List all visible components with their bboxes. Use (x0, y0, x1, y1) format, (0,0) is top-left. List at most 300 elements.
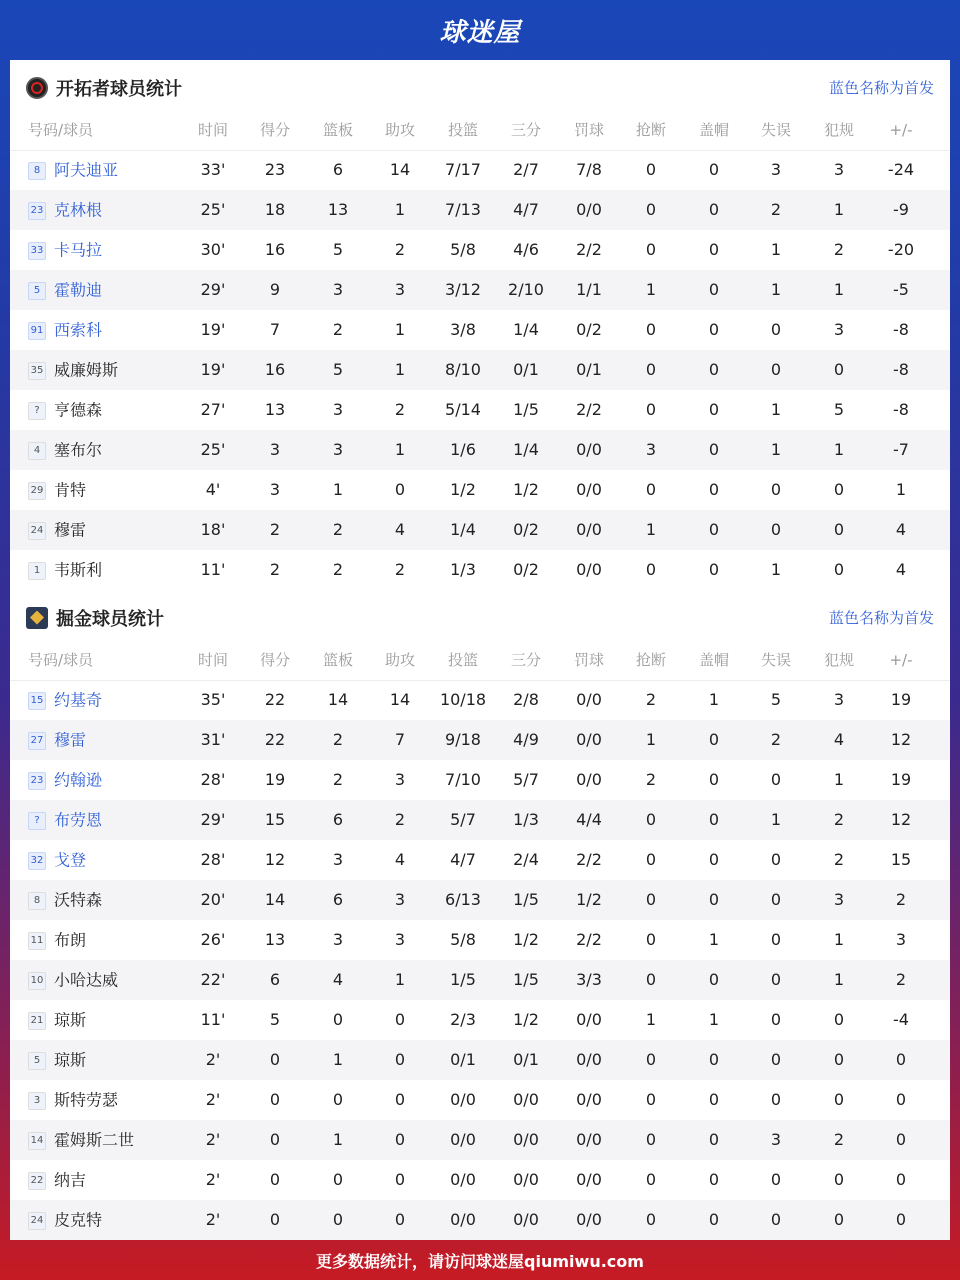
team-section-title: 开拓者球员统计 (56, 78, 182, 100)
player-row[interactable] (10, 1000, 950, 1040)
stat-steals: 0 (645, 890, 657, 909)
stat-three-pt: 1/5 (513, 400, 539, 419)
jersey-number-badge: 4 (28, 442, 46, 460)
player-row[interactable] (10, 190, 950, 230)
stat-ft: 0/0 (576, 480, 602, 499)
player-row[interactable] (10, 840, 950, 880)
jersey-number-badge: 24 (28, 1212, 46, 1230)
player-row[interactable] (10, 920, 950, 960)
stat-fg: 1/2 (450, 480, 476, 499)
starter-legend-note: 蓝色名称为首发 (828, 79, 934, 97)
jersey-number-badge: 5 (28, 282, 46, 300)
stat-fg: 0/0 (450, 1170, 476, 1189)
stat-plus-minus: -8 (893, 360, 909, 379)
stat-turnovers: 1 (770, 560, 782, 579)
stat-rebounds: 13 (327, 200, 349, 219)
stat-points: 22 (264, 730, 286, 749)
column-header[interactable]: 时间 (197, 651, 228, 669)
stat-ft: 0/0 (576, 1170, 602, 1189)
player-row[interactable] (10, 270, 950, 310)
column-header[interactable]: 罚球 (573, 121, 604, 139)
stat-assists: 1 (394, 320, 406, 339)
player-cell[interactable] (28, 880, 198, 920)
column-header[interactable]: 犯规 (823, 121, 854, 139)
player-cell[interactable] (28, 510, 198, 550)
stat-fg: 2/3 (450, 1010, 476, 1029)
player-name-link[interactable]: 约翰逊 (54, 770, 103, 790)
stat-assists: 0 (394, 1170, 406, 1189)
player-name-link[interactable]: 穆雷 (54, 520, 87, 540)
stat-assists: 0 (394, 1010, 406, 1029)
stat-turnovers: 0 (770, 320, 782, 339)
stat-turnovers: 0 (770, 770, 782, 789)
stat-points: 0 (269, 1170, 281, 1189)
stat-time: 20' (200, 890, 226, 909)
stat-rebounds: 6 (332, 890, 344, 909)
stat-time: 31' (200, 730, 226, 749)
column-header[interactable]: 投篮 (447, 121, 478, 139)
table-header-row (10, 640, 950, 681)
stat-ft: 0/2 (576, 320, 602, 339)
player-row[interactable] (10, 680, 950, 720)
stat-time: 11' (200, 1010, 226, 1029)
column-header[interactable]: 得分 (259, 651, 290, 669)
jersey-number-badge: 33 (28, 242, 46, 260)
stat-plus-minus: 0 (895, 1090, 907, 1109)
stat-assists: 4 (394, 850, 406, 869)
stat-steals: 0 (645, 320, 657, 339)
stat-ft: 2/2 (576, 850, 602, 869)
stat-three-pt: 1/4 (513, 320, 539, 339)
stat-blocks: 0 (708, 280, 720, 299)
stat-time: 27' (200, 400, 226, 419)
stat-time: 4' (205, 480, 221, 499)
stat-fouls: 2 (833, 1130, 845, 1149)
stat-ft: 2/2 (576, 400, 602, 419)
stat-three-pt: 0/0 (513, 1170, 539, 1189)
stat-steals: 3 (645, 440, 657, 459)
stat-fg: 1/5 (450, 970, 476, 989)
jersey-number-badge: 11 (28, 932, 46, 950)
stat-points: 16 (264, 360, 286, 379)
stat-ft: 2/2 (576, 240, 602, 259)
player-name-link[interactable]: 卡马拉 (54, 240, 103, 260)
stat-steals: 0 (645, 930, 657, 949)
player-cell[interactable] (28, 1160, 198, 1200)
stat-plus-minus: -20 (887, 240, 915, 259)
player-cell[interactable] (28, 1000, 198, 1040)
column-header[interactable]: 助攻 (384, 121, 415, 139)
footer-banner[interactable]: 更多数据统计，请访问球迷屋qiumiwu.com (316, 1251, 644, 1271)
player-row[interactable] (10, 1200, 950, 1240)
player-cell[interactable] (28, 390, 198, 430)
column-header[interactable]: 抢断 (635, 121, 666, 139)
stat-blocks: 0 (708, 360, 720, 379)
stat-fouls: 4 (833, 730, 845, 749)
stat-fg: 0/1 (450, 1050, 476, 1069)
column-header[interactable]: 助攻 (384, 651, 415, 669)
stat-rebounds: 2 (332, 320, 344, 339)
stat-steals: 2 (645, 770, 657, 789)
player-cell[interactable] (28, 920, 198, 960)
stat-assists: 4 (394, 520, 406, 539)
column-header[interactable]: 号码/球员 (28, 121, 94, 139)
stat-steals: 0 (645, 810, 657, 829)
player-name-link[interactable]: 威廉姆斯 (54, 360, 119, 380)
stat-blocks: 0 (708, 770, 720, 789)
player-cell[interactable] (28, 720, 198, 760)
stat-ft: 7/8 (576, 160, 602, 179)
stat-fg: 7/13 (445, 200, 481, 219)
stat-fouls: 0 (833, 1210, 845, 1229)
player-name-link[interactable]: 约基奇 (54, 690, 103, 710)
stat-steals: 1 (645, 280, 657, 299)
stat-rebounds: 5 (332, 360, 344, 379)
column-header[interactable]: 时间 (197, 121, 228, 139)
stat-rebounds: 14 (327, 690, 349, 709)
stat-rebounds: 1 (332, 480, 344, 499)
stat-points: 16 (264, 240, 286, 259)
stat-fouls: 0 (833, 1050, 845, 1069)
stat-rebounds: 5 (332, 240, 344, 259)
player-cell[interactable] (28, 1080, 198, 1120)
stat-points: 12 (264, 850, 286, 869)
stat-assists: 3 (394, 770, 406, 789)
stat-turnovers: 0 (770, 1170, 782, 1189)
column-header[interactable]: 号码/球员 (28, 651, 94, 669)
player-row[interactable] (10, 760, 950, 800)
stat-points: 2 (269, 560, 281, 579)
player-name-link[interactable]: 阿夫迪亚 (54, 160, 119, 180)
player-name-link[interactable]: 布劳恩 (54, 810, 103, 830)
stat-plus-minus: 0 (895, 1050, 907, 1069)
stat-fg: 6/13 (445, 890, 481, 909)
player-name-link[interactable]: 霍勒迪 (54, 280, 103, 300)
stat-rebounds: 6 (332, 810, 344, 829)
jersey-number-badge: 23 (28, 202, 46, 220)
column-header[interactable]: 篮板 (322, 121, 353, 139)
stat-plus-minus: 3 (895, 930, 907, 949)
column-header[interactable]: 失误 (760, 121, 791, 139)
jersey-number-badge: 24 (28, 522, 46, 540)
stat-points: 15 (264, 810, 286, 829)
column-header[interactable]: 三分 (510, 651, 541, 669)
player-name-link[interactable]: 霍姆斯二世 (54, 1130, 135, 1150)
column-header[interactable]: 投篮 (447, 651, 478, 669)
stat-rebounds: 1 (332, 1130, 344, 1149)
player-row[interactable] (10, 510, 950, 550)
stat-fouls: 3 (833, 690, 845, 709)
stat-rebounds: 0 (332, 1010, 344, 1029)
column-header[interactable]: 失误 (760, 651, 791, 669)
column-header[interactable]: +/- (889, 651, 913, 669)
player-name-link[interactable]: 西索科 (54, 320, 103, 340)
stat-ft: 0/0 (576, 1010, 602, 1029)
player-row[interactable] (10, 880, 950, 920)
stat-ft: 0/0 (576, 1130, 602, 1149)
jersey-number-badge: 21 (28, 1012, 46, 1030)
stat-turnovers: 0 (770, 850, 782, 869)
player-row[interactable] (10, 720, 950, 760)
player-name-link[interactable]: 韦斯利 (54, 560, 103, 580)
stat-blocks: 0 (708, 560, 720, 579)
stat-points: 18 (264, 200, 286, 219)
stat-three-pt: 0/2 (513, 560, 539, 579)
stat-ft: 3/3 (576, 970, 602, 989)
stat-blocks: 0 (708, 970, 720, 989)
jersey-number-badge: ? (28, 402, 46, 420)
column-header[interactable]: 得分 (259, 121, 290, 139)
stat-rebounds: 0 (332, 1090, 344, 1109)
team-section-title: 掘金球员统计 (56, 608, 164, 630)
stat-plus-minus: 15 (890, 850, 912, 869)
player-row[interactable] (10, 1080, 950, 1120)
stat-rebounds: 1 (332, 1050, 344, 1069)
stats-card (10, 60, 950, 1240)
stat-three-pt: 4/7 (513, 200, 539, 219)
stat-fg: 9/18 (445, 730, 481, 749)
stat-steals: 0 (645, 480, 657, 499)
stat-time: 11' (200, 560, 226, 579)
player-name-link[interactable]: 克林根 (54, 200, 103, 220)
stat-time: 2' (205, 1090, 221, 1109)
stat-fouls: 2 (833, 810, 845, 829)
brand-logo[interactable]: 球迷屋 (439, 17, 521, 48)
stat-fouls: 1 (833, 970, 845, 989)
stat-ft: 0/0 (576, 1090, 602, 1109)
player-name-link[interactable]: 斯特劳瑟 (54, 1090, 119, 1110)
stat-three-pt: 5/7 (513, 770, 539, 789)
stat-rebounds: 2 (332, 770, 344, 789)
stat-blocks: 0 (708, 1090, 720, 1109)
player-cell[interactable] (28, 680, 198, 720)
player-cell[interactable] (28, 1040, 198, 1080)
player-cell[interactable] (28, 1200, 198, 1240)
stat-assists: 3 (394, 930, 406, 949)
player-name-link[interactable]: 纳吉 (54, 1170, 87, 1190)
player-cell[interactable] (28, 310, 198, 350)
stat-points: 13 (264, 400, 286, 419)
stat-fg: 3/12 (445, 280, 481, 299)
stat-points: 3 (269, 440, 281, 459)
player-name-link[interactable]: 戈登 (54, 850, 87, 870)
player-name-link[interactable]: 琼斯 (54, 1050, 87, 1070)
column-header[interactable]: +/- (889, 121, 913, 139)
stat-plus-minus: 0 (895, 1130, 907, 1149)
stat-ft: 0/0 (576, 690, 602, 709)
stat-turnovers: 1 (770, 240, 782, 259)
stat-turnovers: 3 (770, 160, 782, 179)
stat-points: 9 (269, 280, 281, 299)
stat-turnovers: 1 (770, 400, 782, 419)
stat-fg: 5/7 (450, 810, 476, 829)
stat-turnovers: 0 (770, 930, 782, 949)
stat-ft: 1/2 (576, 890, 602, 909)
player-name-link[interactable]: 皮克特 (54, 1210, 103, 1230)
stat-blocks: 0 (708, 240, 720, 259)
player-cell[interactable] (28, 840, 198, 880)
player-name-link[interactable]: 布朗 (54, 930, 87, 950)
stat-steals: 0 (645, 1130, 657, 1149)
player-row[interactable] (10, 350, 950, 390)
player-cell[interactable] (28, 430, 198, 470)
player-name-link[interactable]: 亨德森 (54, 400, 103, 420)
column-header[interactable]: 犯规 (823, 651, 854, 669)
player-row[interactable] (10, 1120, 950, 1160)
stat-plus-minus: -9 (893, 200, 909, 219)
column-header[interactable]: 盖帽 (698, 121, 729, 139)
stat-time: 33' (200, 160, 226, 179)
stat-steals: 1 (645, 520, 657, 539)
stat-fg: 5/14 (445, 400, 481, 419)
player-name-link[interactable]: 琼斯 (54, 1010, 87, 1030)
player-name-link[interactable]: 塞布尔 (54, 440, 103, 460)
player-cell[interactable] (28, 470, 198, 510)
stat-fouls: 0 (833, 1170, 845, 1189)
stat-turnovers: 2 (770, 200, 782, 219)
starter-legend-note: 蓝色名称为首发 (828, 609, 934, 627)
stat-steals: 1 (645, 730, 657, 749)
stat-assists: 2 (394, 810, 406, 829)
nuggets-logo-icon (26, 607, 48, 629)
player-cell[interactable] (28, 760, 198, 800)
stat-turnovers: 0 (770, 480, 782, 499)
stat-time: 19' (200, 320, 226, 339)
stat-blocks: 1 (708, 1010, 720, 1029)
column-header[interactable]: 盖帽 (698, 651, 729, 669)
stat-plus-minus: -8 (893, 400, 909, 419)
stat-turnovers: 0 (770, 520, 782, 539)
player-name-link[interactable]: 穆雷 (54, 730, 87, 750)
stat-ft: 1/1 (576, 280, 602, 299)
stat-assists: 2 (394, 400, 406, 419)
stat-fouls: 5 (833, 400, 845, 419)
stat-rebounds: 0 (332, 1170, 344, 1189)
stat-assists: 3 (394, 280, 406, 299)
table-header-row (10, 110, 950, 151)
player-cell[interactable] (28, 270, 198, 310)
stat-fouls: 1 (833, 930, 845, 949)
stat-rebounds: 3 (332, 280, 344, 299)
stat-turnovers: 0 (770, 1010, 782, 1029)
stat-fouls: 1 (833, 280, 845, 299)
stat-fouls: 1 (833, 200, 845, 219)
stat-three-pt: 1/2 (513, 930, 539, 949)
column-header[interactable]: 罚球 (573, 651, 604, 669)
player-cell[interactable] (28, 1120, 198, 1160)
stat-points: 14 (264, 890, 286, 909)
column-header[interactable]: 三分 (510, 121, 541, 139)
stat-points: 0 (269, 1130, 281, 1149)
stat-points: 19 (264, 770, 286, 789)
stat-three-pt: 4/6 (513, 240, 539, 259)
stat-time: 35' (200, 690, 226, 709)
stat-blocks: 0 (708, 520, 720, 539)
stat-fg: 10/18 (439, 690, 487, 709)
stat-time: 28' (200, 770, 226, 789)
stat-fouls: 0 (833, 560, 845, 579)
stat-turnovers: 1 (770, 280, 782, 299)
jersey-number-badge: 3 (28, 1092, 46, 1110)
jersey-number-badge: 10 (28, 972, 46, 990)
player-cell[interactable] (28, 960, 198, 1000)
jersey-number-badge: 8 (28, 162, 46, 180)
stat-fouls: 3 (833, 890, 845, 909)
stat-time: 2' (205, 1170, 221, 1189)
jersey-number-badge: 35 (28, 362, 46, 380)
stat-fouls: 0 (833, 1010, 845, 1029)
stat-fg: 7/10 (445, 770, 481, 789)
stat-fouls: 0 (833, 1090, 845, 1109)
stat-assists: 1 (394, 200, 406, 219)
player-row[interactable] (10, 960, 950, 1000)
player-name-link[interactable]: 小哈达威 (54, 970, 119, 990)
player-name-link[interactable]: 肯特 (54, 480, 87, 500)
player-row[interactable] (10, 1040, 950, 1080)
stat-blocks: 0 (708, 480, 720, 499)
player-row[interactable] (10, 800, 950, 840)
stat-time: 29' (200, 810, 226, 829)
stat-fg: 5/8 (450, 930, 476, 949)
player-cell[interactable] (28, 350, 198, 390)
jersey-number-badge: 29 (28, 482, 46, 500)
stat-fg: 8/10 (445, 360, 481, 379)
stat-blocks: 1 (708, 930, 720, 949)
stat-plus-minus: -7 (893, 440, 909, 459)
stat-turnovers: 0 (770, 1210, 782, 1229)
player-cell[interactable] (28, 150, 198, 190)
stat-time: 28' (200, 850, 226, 869)
stat-ft: 0/0 (576, 770, 602, 789)
stat-points: 0 (269, 1050, 281, 1069)
stat-turnovers: 0 (770, 1090, 782, 1109)
stat-ft: 0/0 (576, 520, 602, 539)
player-cell[interactable] (28, 800, 198, 840)
player-row[interactable] (10, 150, 950, 190)
player-row[interactable] (10, 230, 950, 270)
player-row[interactable] (10, 390, 950, 430)
player-cell[interactable] (28, 230, 198, 270)
stat-plus-minus: 4 (895, 520, 907, 539)
stat-points: 22 (264, 690, 286, 709)
stat-ft: 2/2 (576, 930, 602, 949)
player-row[interactable] (10, 1160, 950, 1200)
stat-steals: 0 (645, 1050, 657, 1069)
player-name-link[interactable]: 沃特森 (54, 890, 103, 910)
column-header[interactable]: 篮板 (322, 651, 353, 669)
stat-turnovers: 5 (770, 690, 782, 709)
player-row[interactable] (10, 430, 950, 470)
stat-plus-minus: 12 (890, 810, 912, 829)
stat-three-pt: 2/8 (513, 690, 539, 709)
player-cell[interactable] (28, 550, 198, 590)
team-section-header (10, 590, 950, 645)
stat-blocks: 0 (708, 400, 720, 419)
stat-rebounds: 3 (332, 930, 344, 949)
stat-plus-minus: 19 (890, 770, 912, 789)
stat-blocks: 0 (708, 1050, 720, 1069)
stat-time: 19' (200, 360, 226, 379)
stat-three-pt: 4/9 (513, 730, 539, 749)
player-row[interactable] (10, 470, 950, 510)
stat-three-pt: 0/0 (513, 1130, 539, 1149)
stat-assists: 2 (394, 560, 406, 579)
column-header[interactable]: 抢断 (635, 651, 666, 669)
player-cell[interactable] (28, 190, 198, 230)
player-row[interactable] (10, 310, 950, 350)
jersey-number-badge: 23 (28, 772, 46, 790)
player-row[interactable] (10, 550, 950, 590)
